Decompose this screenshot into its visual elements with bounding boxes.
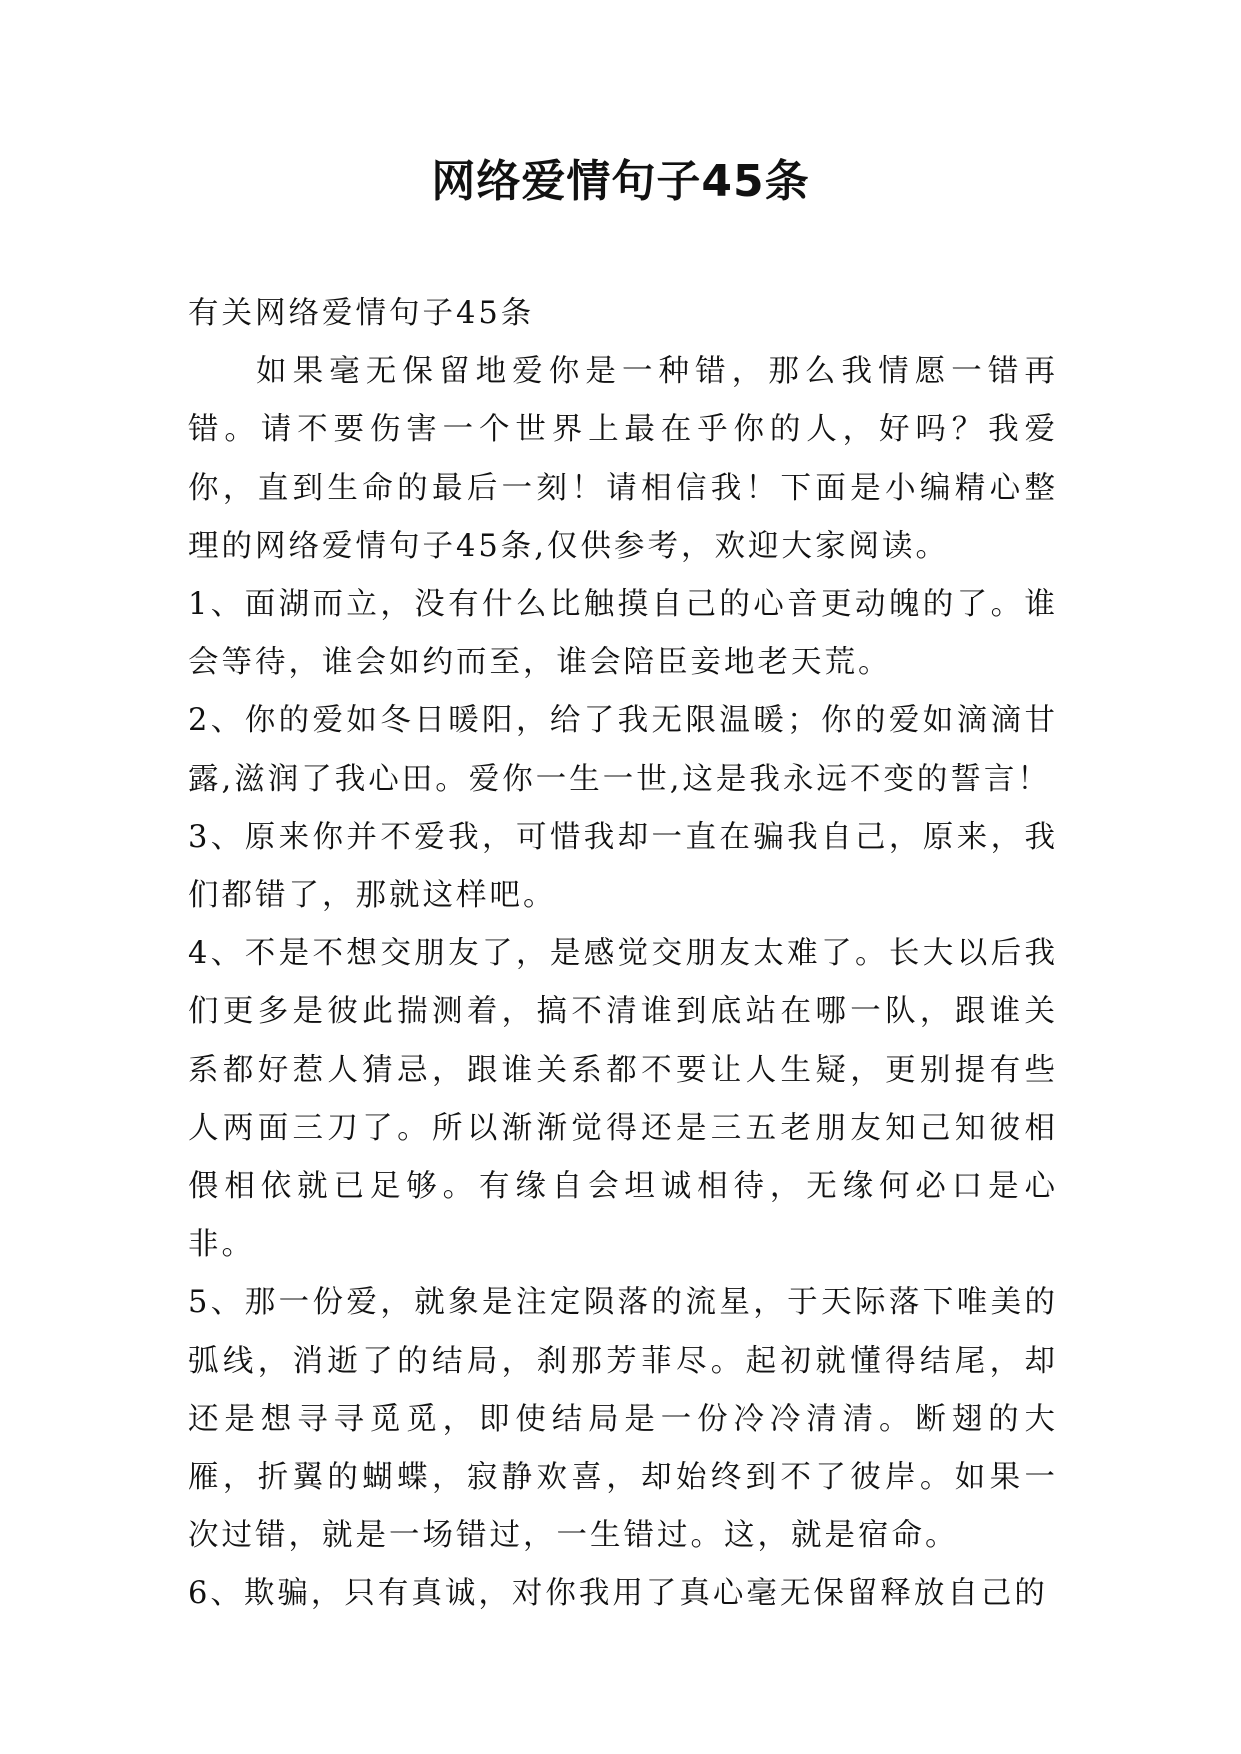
list-item: 2、你的爱如冬日暖阳，给了我无限温暖；你的爱如滴滴甘露,滋润了我心田。爱你一生一世,这是我永远不变的誓言！ xyxy=(188,703,1058,797)
intro-paragraph: 如果毫无保留地爱你是一种错，那么我情愿一错再错。请不要伤害一个世界上最在乎你的人，好吗？我爱你，直到生命的最后一刻！请相信我！下面是小编精心整理的网络爱情句子45条,仅供参考，欢迎大家阅读。 xyxy=(188,354,1058,564)
document-body xyxy=(188,285,1058,1624)
list-item: 4、不是不想交朋友了，是感觉交朋友太难了。长大以后我们更多是彼此揣测着，搞不清谁到底站在哪一队，跟谁关系都好惹人猜忌，跟谁关系都不要让人生疑，更别提有些人两面三刀了。所以渐渐觉得还是三五老朋友知己知彼相偎相依就已足够。有缘自会坦诚相待，无缘何必口是心非。 xyxy=(188,936,1058,1263)
list-item: 1、面湖而立，没有什么比触摸自己的心音更动魄的了。谁会等待，谁会如约而至，谁会陪臣妾地老天荒。 xyxy=(188,587,1058,681)
list-item: 6、欺骗，只有真诚，对你我用了真心毫无保留释放自己的 xyxy=(188,1576,1048,1612)
list-item: 3、原来你并不爱我，可惜我却一直在骗我自己，原来，我们都错了，那就这样吧。 xyxy=(188,819,1058,914)
document-title: 网络爱情句子45条 xyxy=(431,156,810,207)
document-subtitle: 有关网络爱情句子45条 xyxy=(188,296,535,331)
list-item: 5、那一份爱，就象是注定陨落的流星，于天际落下唯美的弧线，消逝了的结局，刹那芳菲尽。起初就懂得结尾，却还是想寻寻觅觅，即使结局是一份冷冷清清。断翅的大雁，折翼的蝴蝶，寂静欢喜，却始终到不了彼岸。如果一次过错，就是一场错过，一生错过。这，就是宿命。 xyxy=(188,1285,1058,1554)
